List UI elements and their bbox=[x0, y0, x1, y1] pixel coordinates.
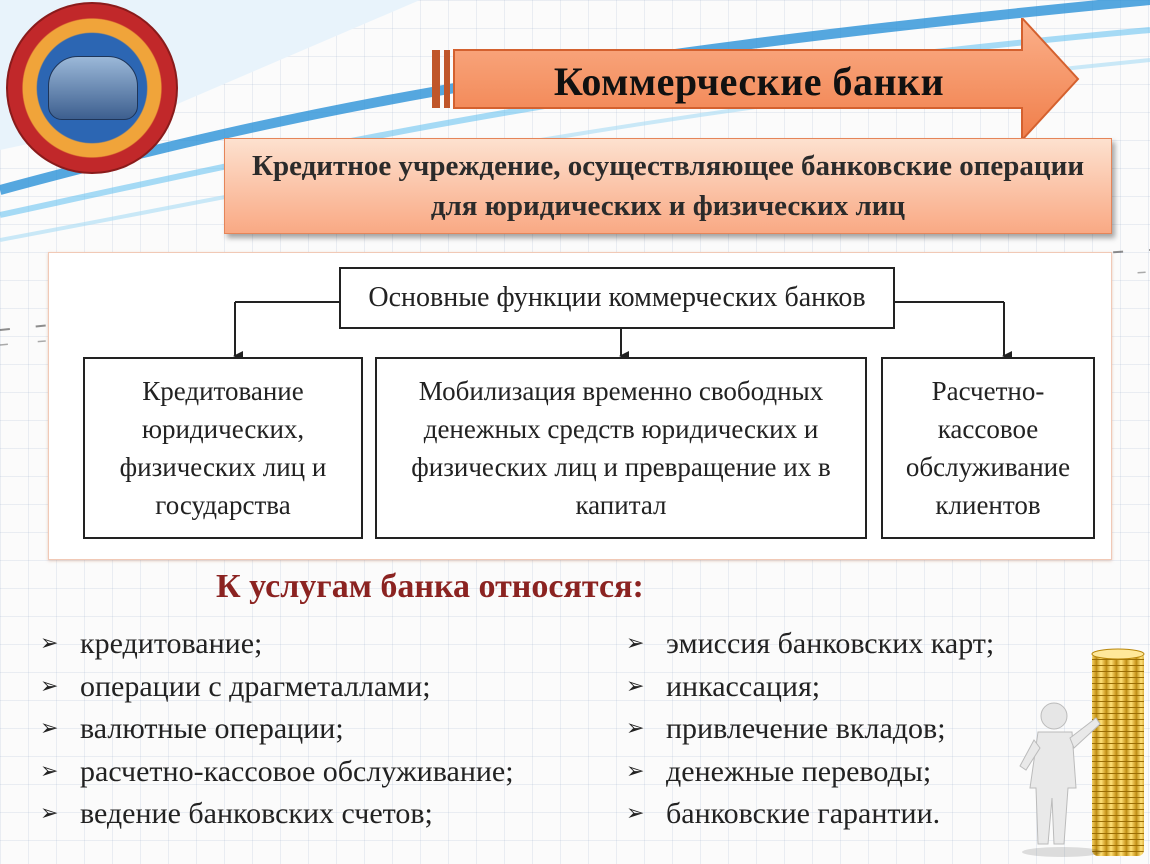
list-item: ➢ денежные переводы; bbox=[626, 751, 1046, 794]
definition-box: Кредитное учреждение, осуществляющее банковские операции для юридических и физических лиц bbox=[224, 138, 1112, 234]
diagram-root-box: Основные функции коммерческих банков bbox=[339, 267, 895, 329]
arrowhead-bullet-icon: ➢ bbox=[40, 758, 59, 784]
list-item: ➢ операции с драгметаллами; bbox=[40, 666, 620, 709]
arrowhead-bullet-icon: ➢ bbox=[626, 631, 645, 656]
arrowhead-bullet-icon: ➢ bbox=[40, 673, 59, 699]
list-item: ➢ ведение банковских счетов; bbox=[40, 793, 620, 836]
services-heading: К услугам банка относятся: bbox=[216, 568, 644, 605]
functions-diagram bbox=[48, 252, 1112, 560]
list-item: ➢ эмиссия банковских карт; bbox=[626, 623, 1046, 666]
arrowhead-bullet-icon: ➢ bbox=[40, 631, 59, 656]
list-item: ➢ привлечение вкладов; bbox=[626, 708, 1046, 751]
list-item: ➢ кредитование; bbox=[40, 623, 620, 666]
arrowhead-bullet-icon: ➢ bbox=[626, 673, 645, 699]
person-with-coin-stack-icon bbox=[1016, 648, 1150, 864]
car-icon bbox=[48, 56, 138, 120]
function-box-mobilization: Мобилизация временно свободных денежных средств юридических и физических лиц и превращение их в капитал bbox=[375, 357, 867, 539]
services-list-right bbox=[626, 623, 1046, 836]
list-item: ➢ валютные операции; bbox=[40, 708, 620, 751]
arrowhead-bullet-icon: ➢ bbox=[40, 801, 59, 827]
list-item: ➢ инкассация; bbox=[626, 666, 1046, 709]
function-box-lending: Кредитование юридических, физических лиц и государства bbox=[83, 357, 363, 539]
list-item: ➢ расчетно-кассовое обслуживание; bbox=[40, 751, 620, 794]
arrowhead-bullet-icon: ➢ bbox=[626, 716, 645, 742]
arrowhead-bullet-icon: ➢ bbox=[626, 758, 645, 784]
list-item: ➢ банковские гарантии. bbox=[626, 793, 1046, 836]
function-box-settlement: Расчетно- кассовое обслуживание клиентов bbox=[881, 357, 1095, 539]
arrowhead-bullet-icon: ➢ bbox=[40, 716, 59, 742]
arrowhead-bullet-icon: ➢ bbox=[626, 801, 645, 827]
college-emblem-logo bbox=[6, 2, 178, 174]
page-title: Коммерческие банки bbox=[553, 58, 945, 104]
services-list-left bbox=[40, 623, 620, 836]
